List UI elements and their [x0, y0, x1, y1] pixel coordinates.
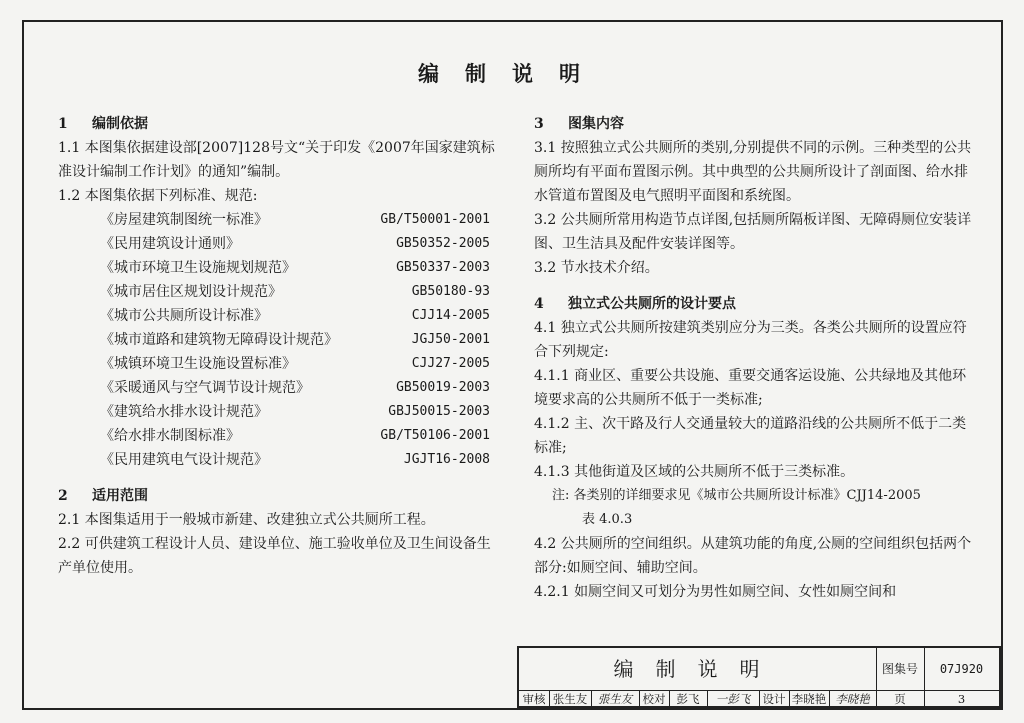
reference-name: 《城市道路和建筑物无障碍设计规范》	[100, 332, 338, 348]
reference-item	[58, 328, 498, 352]
review-name: 张生友	[549, 690, 592, 708]
reference-code: JGJ50-2001	[411, 332, 490, 347]
paragraph: 1.2 本图集依据下列标准、规范:	[58, 188, 258, 204]
reference-item	[58, 448, 498, 472]
page-number: 3	[957, 692, 966, 706]
reference-name: 《城市环境卫生设施规划规范》	[100, 260, 296, 276]
reference-item	[58, 376, 498, 400]
reference-name: 《城镇环境卫生设施设置标准》	[100, 356, 296, 372]
paragraph: 4.1.2 主、次干路及行人交通量较大的道路沿线的公共厕所不低于二类标准;	[534, 416, 967, 456]
reference-name: 《建筑给水排水设计规范》	[100, 404, 268, 420]
right-column	[534, 112, 974, 604]
reference-name: 《房屋建筑制图统一标准》	[100, 212, 268, 228]
paragraph: 3.2 节水技术介绍。	[534, 260, 659, 276]
reference-code: GBJ50015-2003	[388, 404, 490, 419]
reference-code: CJJ27-2005	[411, 356, 490, 371]
reference-code: GB50019-2003	[396, 380, 490, 395]
note: 注: 各类别的详细要求见《城市公共厕所设计标准》CJJ14-2005	[552, 488, 921, 503]
check-signature: 一彭飞	[707, 690, 760, 708]
reference-code: GB/T50106-2001	[380, 428, 490, 443]
set-number-value: 07J920	[924, 648, 999, 691]
paragraph: 3.1 按照独立式公共厕所的类别,分别提供不同的示例。三种类型的公共厕所均有平面布置图示例。其中典型的公共厕所设计了剖面图、给水排水管道布置图及电气照明平面图和系统图。	[534, 140, 972, 204]
reference-item	[58, 400, 498, 424]
reference-list	[58, 208, 498, 472]
signature-row	[519, 690, 999, 708]
page-label: 页	[876, 690, 925, 708]
reference-code: JGJT16-2008	[403, 452, 490, 467]
review-label: 审核	[519, 690, 550, 708]
check-label: 校对	[639, 690, 670, 708]
paragraph: 3.2 公共厕所常用构造节点详图,包括厕所隔板详图、无障碍厕位安装详图、卫生洁具及配件安装详图等。	[534, 212, 972, 252]
reference-code: GB/T50001-2001	[380, 212, 490, 227]
reference-item	[58, 208, 498, 232]
paragraph: 2.1 本图集适用于一般城市新建、改建独立式公共厕所工程。	[58, 512, 435, 528]
reference-name: 《城市公共厕所设计标准》	[100, 308, 268, 324]
reference-item	[58, 232, 498, 256]
page-title: 编制说明	[418, 61, 606, 86]
reference-item	[58, 280, 498, 304]
reference-code: GB50337-2003	[396, 260, 490, 275]
reference-name: 《民用建筑电气设计规范》	[100, 452, 268, 468]
reference-item	[58, 424, 498, 448]
section-heading: 3 图集内容	[534, 116, 624, 132]
section-heading: 4 独立式公共厕所的设计要点	[534, 296, 736, 312]
reference-item	[58, 256, 498, 280]
section-heading: 1 编制依据	[58, 116, 148, 132]
check-name: 彭飞	[669, 690, 708, 708]
paragraph: 4.1.1 商业区、重要公共设施、重要交通客运设施、公共绿地及其他环境要求高的公共厕所不低于一类标准;	[534, 368, 967, 408]
reference-code: CJJ14-2005	[411, 308, 490, 323]
paragraph: 4.1 独立式公共厕所按建筑类别应分为三类。各类公共厕所的设置应符合下列规定:	[534, 320, 967, 360]
reference-item	[58, 352, 498, 376]
design-label: 设计	[759, 690, 790, 708]
section-heading: 2 适用范围	[58, 488, 148, 504]
paragraph: 1.1 本图集依据建设部[2007]128号文“关于印发《2007年国家建筑标准设计编制工作计划》的通知”编制。	[58, 140, 495, 180]
reference-name: 《采暖通风与空气调节设计规范》	[100, 380, 310, 396]
reference-code: GB50352-2005	[396, 236, 490, 251]
reference-name: 《给水排水制图标准》	[100, 428, 240, 444]
title-block-name: 编制说明	[519, 648, 877, 691]
paragraph: 2.2 可供建筑工程设计人员、建设单位、施工验收单位及卫生间设备生产单位使用。	[58, 536, 491, 576]
design-signature: 李晓艳	[829, 690, 877, 708]
review-signature: 張生友	[591, 690, 640, 708]
reference-code: GB50180-93	[411, 284, 490, 299]
paragraph: 4.1.3 其他街道及区域的公共厕所不低于三类标准。	[534, 464, 855, 480]
reference-name: 《民用建筑设计通则》	[100, 236, 240, 252]
paragraph: 4.2 公共厕所的空间组织。从建筑功能的角度,公厕的空间组织包括两个部分:如厕空间、辅助空间。	[534, 536, 972, 576]
note-table-ref: 表 4.0.3	[582, 512, 633, 527]
paragraph: 4.2.1 如厕空间又可划分为男性如厕空间、女性如厕空间和	[534, 584, 897, 600]
reference-item	[58, 304, 498, 328]
left-column	[58, 112, 498, 580]
title-block	[517, 646, 1001, 708]
set-number-label: 图集号	[876, 648, 925, 691]
reference-name: 《城市居住区规划设计规范》	[100, 284, 282, 300]
design-name: 李晓艳	[789, 690, 830, 708]
